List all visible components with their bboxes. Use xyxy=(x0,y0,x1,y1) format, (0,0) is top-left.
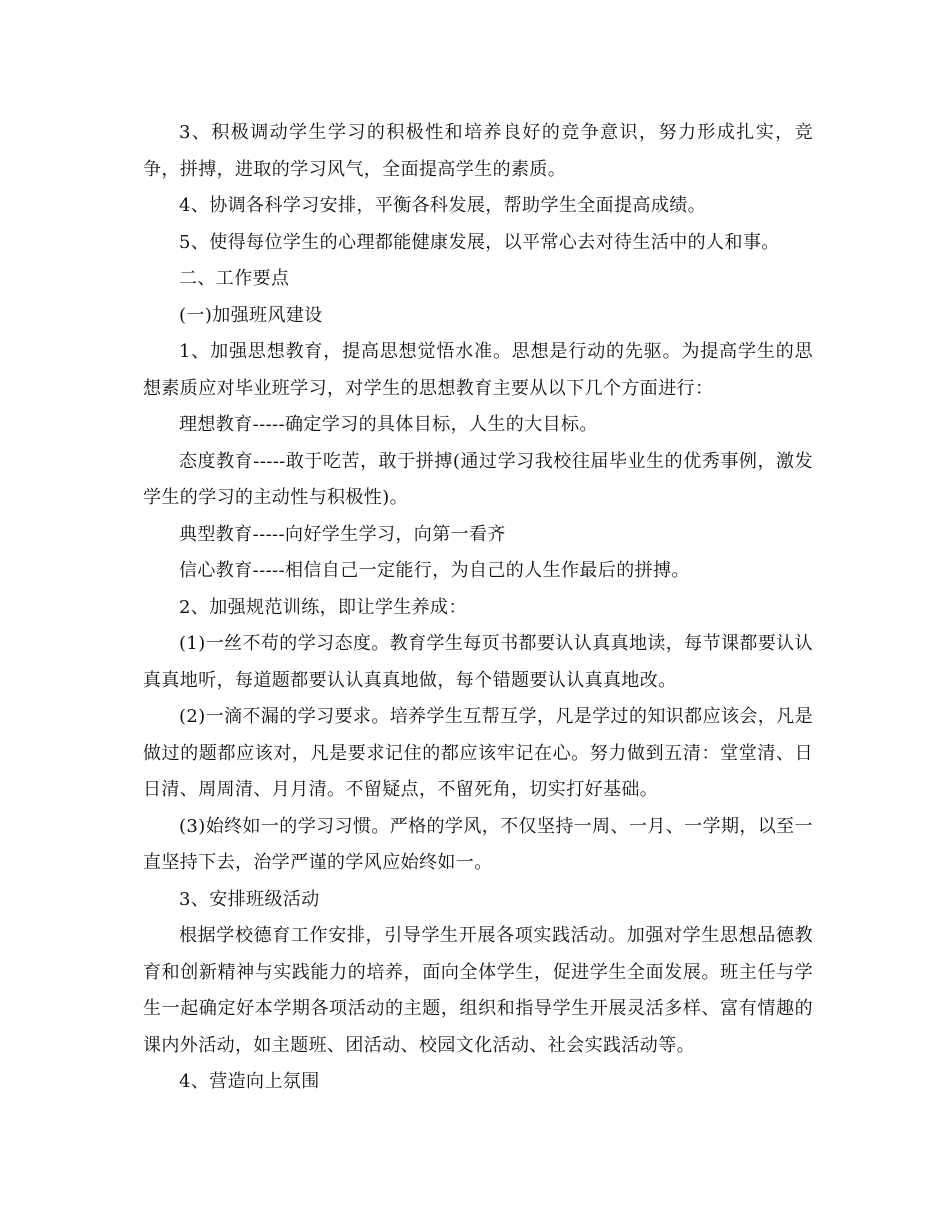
section-heading-work-points: 二、工作要点 xyxy=(179,268,290,289)
paragraph-standard-training: 2、加强规范训练，即让学生养成： xyxy=(179,596,467,618)
paragraph-class-activities: 根据学校德育工作安排，引导学生开展各项实践活动。加强对学生思想品德教育和创新精神与实践能力的培养，面向全体学生，促进学生全面发展。班主任与学生一起确定好本学期各项活动的主题，组织和指导学生开展灵活多样、富有情趣的课内外活动，如主题班、团活动、校园文化活动、社会实践活动等。 xyxy=(143,925,813,1056)
paragraph-confidence-education: 信心教育-----相信自己一定能行，为自己的人生作最后的拼搏。 xyxy=(179,560,690,581)
paragraph-goal-4: 4、协调各科学习安排，平衡各科发展，帮助学生全面提高成绩。 xyxy=(179,195,707,216)
paragraph-attitude-education: 态度教育-----敢于吃苦，敢于拼搏(通过学习我校往届毕业生的优秀事例，激发学生的学习的主动性与积极性)。 xyxy=(143,450,813,508)
paragraph-ideal-education: 理想教育-----确定学习的具体目标，人生的大目标。 xyxy=(179,414,598,435)
document-body xyxy=(143,115,813,1101)
paragraph-training-3: (3)始终如一的学习习惯。严格的学风，不仅坚持一周、一月、一学期，以至一直坚持下去，治学严谨的学风应始终如一。 xyxy=(143,815,813,873)
paragraph-training-1: (1)一丝不苟的学习态度。教育学生每页书都要认认真真地读，每节课都要认认真真地听，每道题都要认认真真地做，每个错题要认认真真地改。 xyxy=(143,633,813,691)
paragraph-model-education: 典型教育-----向好学生学习，向第一看齐 xyxy=(179,523,506,545)
paragraph-training-2: (2)一滴不漏的学习要求。培养学生互帮互学，凡是学过的知识都应该会，凡是做过的题都应该对，凡是要求记住的都应该牢记在心。努力做到五清：堂堂清、日日清、周周清、月月清。不留疑点，不留死角，切实打好基础。 xyxy=(143,706,813,800)
paragraph-goal-5: 5、使得每位学生的心理都能健康发展，以平常心去对待生活中的人和事。 xyxy=(179,231,780,253)
paragraph-class-activities-heading: 3、安排班级活动 xyxy=(179,888,320,910)
paragraph-thought-education: 1、加强思想教育，提高思想觉悟水准。思想是行动的先驱。为提高学生的思想素质应对毕业班学习，对学生的思想教育主要从以下几个方面进行： xyxy=(143,341,813,399)
subsection-heading-class-style: (一)加强班风建设 xyxy=(179,304,323,326)
paragraph-goal-3: 3、积极调动学生学习的积极性和培养良好的竞争意识，努力形成扎实，竞争，拼搏，进取的学习风气，全面提高学生的素质。 xyxy=(143,122,813,180)
paragraph-atmosphere-heading: 4、营造向上氛围 xyxy=(179,1071,320,1092)
